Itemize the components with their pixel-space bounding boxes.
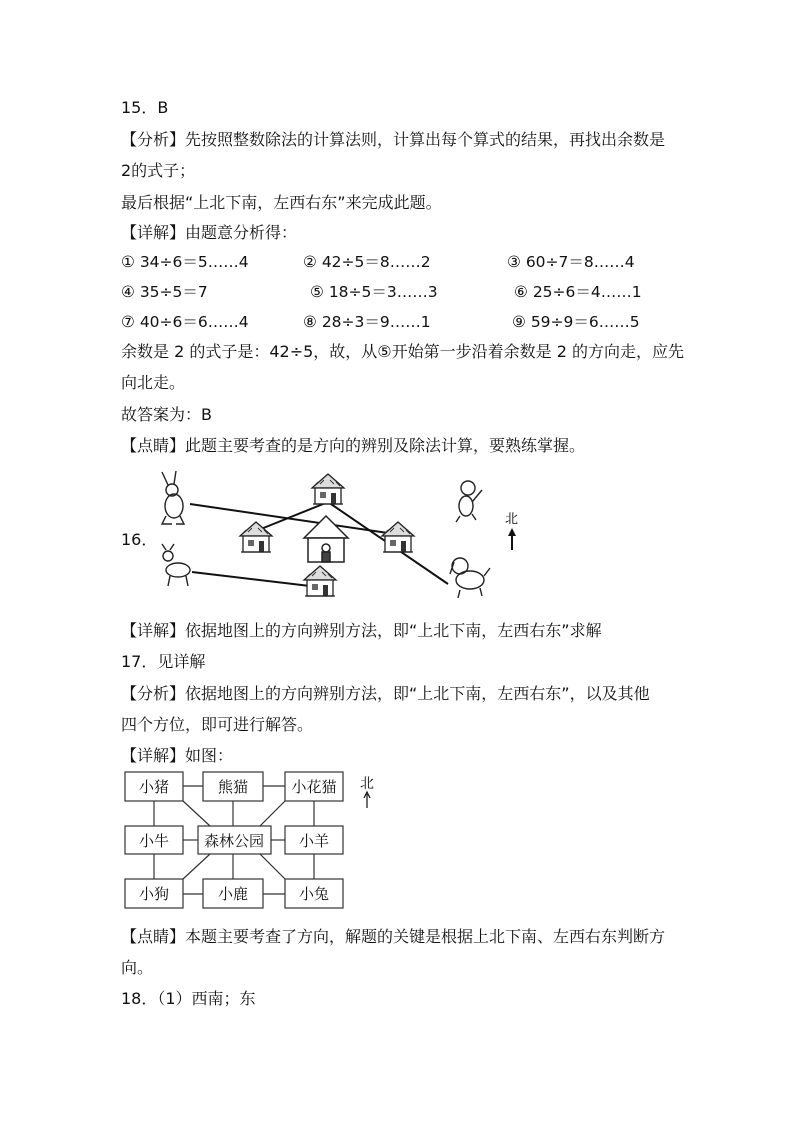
q17-number: 17．见详解 [121,652,206,671]
box-xiaolu: 小鹿 [217,885,249,903]
q15-answer: 故答案为：B [121,405,212,424]
box-xiaoyang: 小羊 [298,832,330,850]
q17-north-label: 北 [360,776,374,792]
box-xiaotu: 小兔 [298,885,330,903]
calc-5: ⑤ 18÷5＝3……3 [310,283,438,301]
q15-number: 15．B [121,98,169,117]
box-xiaogou: 小狗 [138,885,170,903]
calc-9: ⑨ 59÷9＝6……5 [512,313,640,331]
calc-7: ⑦ 40÷6＝6……4 [121,313,249,331]
q15-detail-intro: 【详解】由题意分析得： [121,223,298,242]
calc-6: ⑥ 25÷6＝4……1 [514,283,642,301]
q17-comment-line1: 【点睛】本题主要考查了方向，解题的关键是根据上北下南、左西右东判断方 [121,927,666,946]
dog-figure [450,558,490,598]
q15-conclusion-line2: 向北走。 [121,373,186,392]
q16-north-arrow-head [508,528,516,536]
q17-direction-diagram [120,768,380,914]
q15-analysis-line3: 最后根据“上北下南，左西右东”来完成此题。 [121,193,442,212]
rabbit-figure [162,471,184,524]
calc-8: ⑧ 28÷3＝9……1 [303,313,431,331]
q16-detail: 【详解】依据地图上的方向辨别方法，即“上北下南，左西右东”求解 [121,621,602,640]
house-south [304,566,336,596]
q15-analysis-line2: 2的式子； [121,161,196,180]
q17-analysis-line2: 四个方位，即可进行解答。 [121,715,314,734]
q17-comment-line2: 向。 [121,958,154,977]
q18-number: 18．（1）西南；东 [121,989,256,1008]
house-north [312,474,344,504]
q16-map-figure [150,468,550,608]
calc-1: ① 34÷6＝5……4 [121,253,249,271]
box-senlingongyuan: 森林公园 [203,832,265,850]
center-building [304,516,348,562]
box-xiongmao: 熊猫 [217,778,249,796]
q15-analysis-line1: 【分析】先按照整数除法的计算法则，计算出每个算式的结果，再找出余数是 [121,130,666,149]
q17-analysis-line1: 【分析】依据地图上的方向辨别方法，即“上北下南，左西右东”，以及其他 [121,684,650,703]
house-east [382,522,414,552]
calc-4: ④ 35÷5＝7 [121,283,208,301]
calc-2: ② 42÷5＝8……2 [303,253,431,271]
q15-comment: 【点睛】此题主要考查的是方向的辨别及除法计算，要熟练掌握。 [121,436,586,455]
q16-number: 16． [121,530,158,549]
box-xiaohuamao: 小花猫 [291,778,337,796]
calc-3: ③ 60÷7＝8……4 [507,253,635,271]
monkey-figure [456,481,482,522]
q17-detail-intro: 【详解】如图： [121,746,234,765]
deer-figure [162,544,190,586]
box-xiaoniu: 小牛 [138,832,170,850]
q15-conclusion-line1: 余数是 2 的式子是：42÷5，故，从⑤开始第一步沿着余数是 2 的方向走，应先 [121,342,684,361]
box-xiaozhu: 小猪 [138,778,170,796]
q16-north-label: 北 [505,512,519,527]
